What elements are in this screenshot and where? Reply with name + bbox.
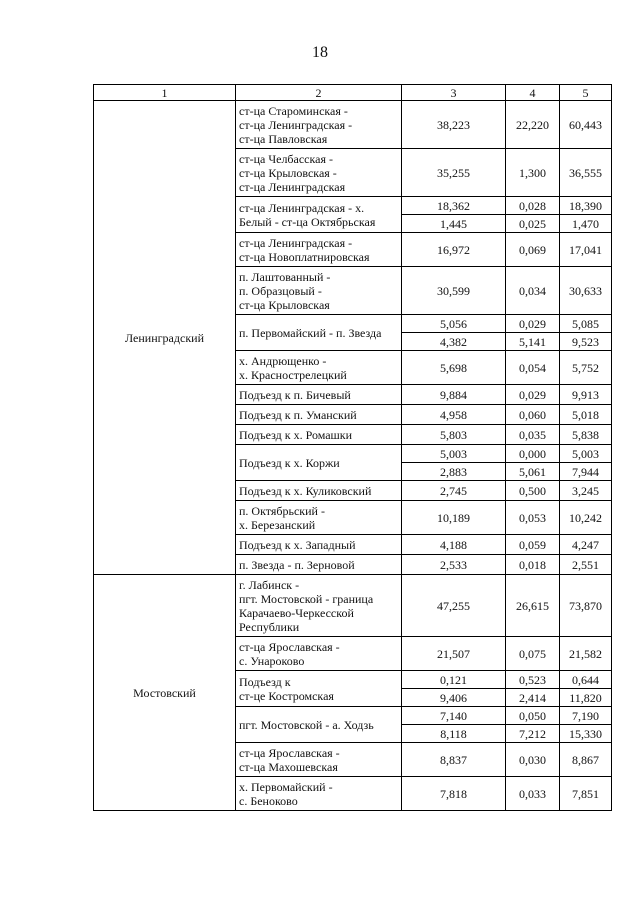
length-cell: 0,069 (506, 233, 560, 267)
total-length-cell: 73,870 (560, 575, 612, 637)
length-cell: 26,615 (506, 575, 560, 637)
table-row (94, 575, 612, 637)
road-name-cell: х. Первомайский - с. Беноково (236, 777, 402, 811)
total-length-cell: 7,944 (560, 463, 612, 481)
total-length-cell: 7,851 (560, 777, 612, 811)
road-name-cell: ст-ца Челбасская - ст-ца Крыловская - ст-ца Ленинградская (236, 149, 402, 197)
total-length-cell: 7,190 (560, 707, 612, 725)
district-cell: Ленинградский (94, 101, 236, 575)
road-name-cell: п. Лаштованный - п. Образцовый - ст-ца Крыловская (236, 267, 402, 315)
length-cell: 4,958 (402, 405, 506, 425)
length-cell: 9,406 (402, 689, 506, 707)
length-cell: 5,803 (402, 425, 506, 445)
total-length-cell: 5,003 (560, 445, 612, 463)
length-cell: 2,533 (402, 555, 506, 575)
length-cell: 0,029 (506, 315, 560, 333)
length-cell: 4,382 (402, 333, 506, 351)
road-name-cell: Подъезд к х. Куликовский (236, 481, 402, 501)
length-cell: 21,507 (402, 637, 506, 671)
length-cell: 2,883 (402, 463, 506, 481)
length-cell: 8,118 (402, 725, 506, 743)
length-cell: 47,255 (402, 575, 506, 637)
length-cell: 0,000 (506, 445, 560, 463)
road-name-cell: пгт. Мостовской - а. Ходзь (236, 707, 402, 743)
road-name-cell: Подъезд к х. Ромашки (236, 425, 402, 445)
length-cell: 8,837 (402, 743, 506, 777)
length-cell: 35,255 (402, 149, 506, 197)
header-cell-1: 1 (94, 85, 236, 101)
total-length-cell: 5,018 (560, 405, 612, 425)
road-name-cell: ст-ца Ленинградская - ст-ца Новоплатнировская (236, 233, 402, 267)
length-cell: 0,030 (506, 743, 560, 777)
roads-table (93, 84, 612, 811)
district-cell: Мостовский (94, 575, 236, 811)
length-cell: 0,054 (506, 351, 560, 385)
road-name-cell: ст-ца Ленинградская - х. Белый - ст-ца Октябрьская (236, 197, 402, 233)
total-length-cell: 36,555 (560, 149, 612, 197)
length-cell: 9,884 (402, 385, 506, 405)
length-cell: 0,029 (506, 385, 560, 405)
length-cell: 4,188 (402, 535, 506, 555)
total-length-cell: 17,041 (560, 233, 612, 267)
length-cell: 0,025 (506, 215, 560, 233)
header-cell-4: 4 (506, 85, 560, 101)
total-length-cell: 9,523 (560, 333, 612, 351)
length-cell: 5,698 (402, 351, 506, 385)
total-length-cell: 2,551 (560, 555, 612, 575)
table-row (94, 101, 612, 149)
length-cell: 0,500 (506, 481, 560, 501)
total-length-cell: 11,820 (560, 689, 612, 707)
header-cell-5: 5 (560, 85, 612, 101)
total-length-cell: 18,390 (560, 197, 612, 215)
length-cell: 0,121 (402, 671, 506, 689)
road-name-cell: Подъезд к ст-це Костромская (236, 671, 402, 707)
length-cell: 0,059 (506, 535, 560, 555)
total-length-cell: 60,443 (560, 101, 612, 149)
length-cell: 7,140 (402, 707, 506, 725)
length-cell: 0,523 (506, 671, 560, 689)
length-cell: 0,075 (506, 637, 560, 671)
road-name-cell: п. Первомайский - п. Звезда (236, 315, 402, 351)
total-length-cell: 21,582 (560, 637, 612, 671)
length-cell: 0,034 (506, 267, 560, 315)
total-length-cell: 5,838 (560, 425, 612, 445)
road-name-cell: п. Октябрьский - х. Березанский (236, 501, 402, 535)
length-cell: 0,018 (506, 555, 560, 575)
road-name-cell: х. Андрющенко - х. Краснострелецкий (236, 351, 402, 385)
total-length-cell: 3,245 (560, 481, 612, 501)
road-name-cell: г. Лабинск - пгт. Мостовской - граница Карачаево-Черкесской Республики (236, 575, 402, 637)
length-cell: 1,445 (402, 215, 506, 233)
page-number: 18 (312, 44, 328, 61)
length-cell: 38,223 (402, 101, 506, 149)
road-name-cell: Подъезд к п. Бичевый (236, 385, 402, 405)
total-length-cell: 15,330 (560, 725, 612, 743)
length-cell: 5,003 (402, 445, 506, 463)
total-length-cell: 8,867 (560, 743, 612, 777)
length-cell: 0,060 (506, 405, 560, 425)
road-name-cell: Подъезд к х. Западный (236, 535, 402, 555)
total-length-cell: 30,633 (560, 267, 612, 315)
length-cell: 7,818 (402, 777, 506, 811)
total-length-cell: 1,470 (560, 215, 612, 233)
length-cell: 5,056 (402, 315, 506, 333)
total-length-cell: 10,242 (560, 501, 612, 535)
total-length-cell: 0,644 (560, 671, 612, 689)
length-cell: 30,599 (402, 267, 506, 315)
length-cell: 0,053 (506, 501, 560, 535)
road-name-cell: Подъезд к п. Уманский (236, 405, 402, 425)
road-name-cell: ст-ца Староминская - ст-ца Ленинградская - ст-ца Павловская (236, 101, 402, 149)
length-cell: 18,362 (402, 197, 506, 215)
road-name-cell: Подъезд к х. Коржи (236, 445, 402, 481)
total-length-cell: 4,247 (560, 535, 612, 555)
header-cell-3: 3 (402, 85, 506, 101)
length-cell: 2,414 (506, 689, 560, 707)
length-cell: 0,033 (506, 777, 560, 811)
length-cell: 7,212 (506, 725, 560, 743)
total-length-cell: 9,913 (560, 385, 612, 405)
header-row (94, 85, 612, 101)
length-cell: 0,028 (506, 197, 560, 215)
road-name-cell: ст-ца Ярославская - с. Унароково (236, 637, 402, 671)
length-cell: 1,300 (506, 149, 560, 197)
length-cell: 22,220 (506, 101, 560, 149)
total-length-cell: 5,752 (560, 351, 612, 385)
road-name-cell: п. Звезда - п. Зерновой (236, 555, 402, 575)
length-cell: 2,745 (402, 481, 506, 501)
total-length-cell: 5,085 (560, 315, 612, 333)
length-cell: 16,972 (402, 233, 506, 267)
header-cell-2: 2 (236, 85, 402, 101)
length-cell: 5,061 (506, 463, 560, 481)
road-name-cell: ст-ца Ярославская - ст-ца Махошевская (236, 743, 402, 777)
length-cell: 5,141 (506, 333, 560, 351)
length-cell: 10,189 (402, 501, 506, 535)
length-cell: 0,035 (506, 425, 560, 445)
length-cell: 0,050 (506, 707, 560, 725)
